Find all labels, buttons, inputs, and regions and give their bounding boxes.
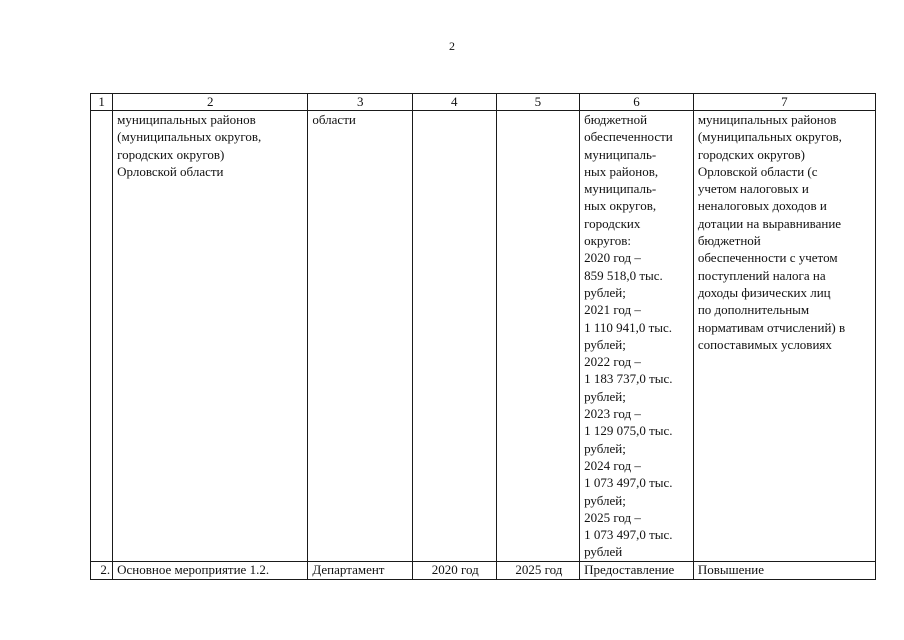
executor-cell: Департамент	[308, 561, 413, 579]
funding-description-cell: бюджетной обеспеченности муниципаль- ных районов, муниципаль- ных округов, городских округов: 2020 год – 859 518,0 тыс. рублей; 2021 год – 1 110 941,0 тыс. рублей; 2022 год – 1 183 737,0 тыс. рублей; 2023 год – 1 129 075,0 тыс. рублей; 2024 год – 1 073 497,0 тыс. рублей; 2025 год – 1 073 497,0 тыс. рублей	[580, 111, 694, 562]
column-header-6: 6	[580, 94, 694, 111]
start-year-cell: 2020 год	[413, 561, 497, 579]
column-header-3: 3	[308, 94, 413, 111]
column-header-4: 4	[413, 94, 497, 111]
column-header-5: 5	[496, 94, 580, 111]
row-number-cell: 2.	[91, 561, 113, 579]
end-year-cell	[496, 111, 580, 562]
activity-name-cell: Основное мероприятие 1.2.	[113, 561, 308, 579]
program-activities-table	[90, 93, 876, 580]
column-header-2: 2	[113, 94, 308, 111]
expected-result-cell: Повышение	[693, 561, 875, 579]
page-number: 2	[449, 39, 455, 53]
column-header-7: 7	[693, 94, 875, 111]
table-row	[91, 561, 876, 579]
table-row	[91, 111, 876, 562]
executor-cell: области	[308, 111, 413, 562]
start-year-cell	[413, 111, 497, 562]
row-number-cell	[91, 111, 113, 562]
end-year-cell: 2025 год	[496, 561, 580, 579]
table-header-row	[91, 94, 876, 111]
column-header-1: 1	[91, 94, 113, 111]
expected-result-cell: муниципальных районов (муниципальных округов, городских округов) Орловской области (с учетом налоговых и неналоговых доходов и дотации на выравнивание бюджетной обеспеченности с учетом поступлений налога на доходы физических лиц по дополнительным нормативам отчислений) в сопоставимых условиях	[693, 111, 875, 562]
activity-name-cell: муниципальных районов (муниципальных округов, городских округов) Орловской области	[113, 111, 308, 562]
funding-description-cell: Предоставление	[580, 561, 694, 579]
